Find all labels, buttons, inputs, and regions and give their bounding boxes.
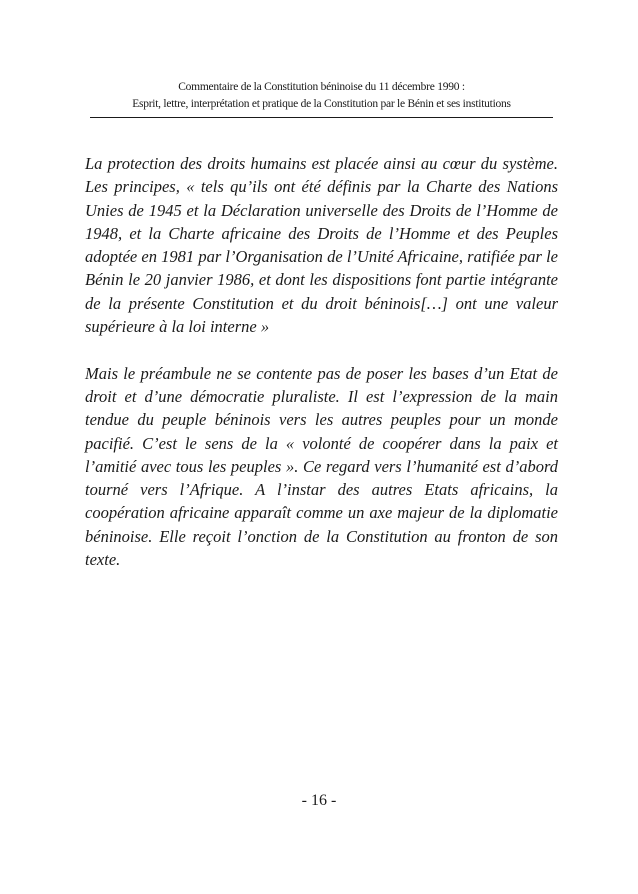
- main-text: [85, 152, 558, 595]
- running-header-subtitle: Esprit, lettre, interprétation et pratique de la Constitution par le Bénin et ses institutions: [132, 98, 511, 110]
- header-divider: [90, 117, 553, 118]
- running-header: [90, 79, 553, 113]
- paragraph-preambule: Mais le préambule ne se contente pas de poser les bases d’un Etat de droit et d’une démocratie pluraliste. Il est l’expression de la main tendue du peuple béninois vers les autres peuples pour un monde pacifié. C’est le sens de la « volonté de coopérer dans la paix et l’amitié avec tous les peuples ». Ce regard vers l’humanité est d’abord tourné vers l’Afrique. A l’instar des autres Etats africains, la coopération africaine apparaît comme un axe majeur de la diplomatie béninoise. Elle reçoit l’onction de la Constitution au fronton de son texte.: [85, 363, 558, 570]
- page-number: - 16 -: [301, 792, 337, 809]
- running-header-title: Commentaire de la Constitution béninoise du 11 décembre 1990 :: [178, 81, 465, 93]
- paragraph-protection-droits: La protection des droits humains est placée ainsi au cœur du système. Les principes, « tels qu’ils ont été définis par la Charte des Nations Unies de 1945 et la Déclaration universelle des Droits de l’Homme de 1948, et la Charte africaine des Droits de l’Homme et des Peuples adoptée en 1981 par l’Organisation de l’Unité Africaine, ratifiée par le Bénin le 20 janvier 1986, et dont les dispositions font partie intégrante de la présente Constitution et du droit béninois[…] ont une valeur supérieure à la loi interne »: [85, 154, 558, 337]
